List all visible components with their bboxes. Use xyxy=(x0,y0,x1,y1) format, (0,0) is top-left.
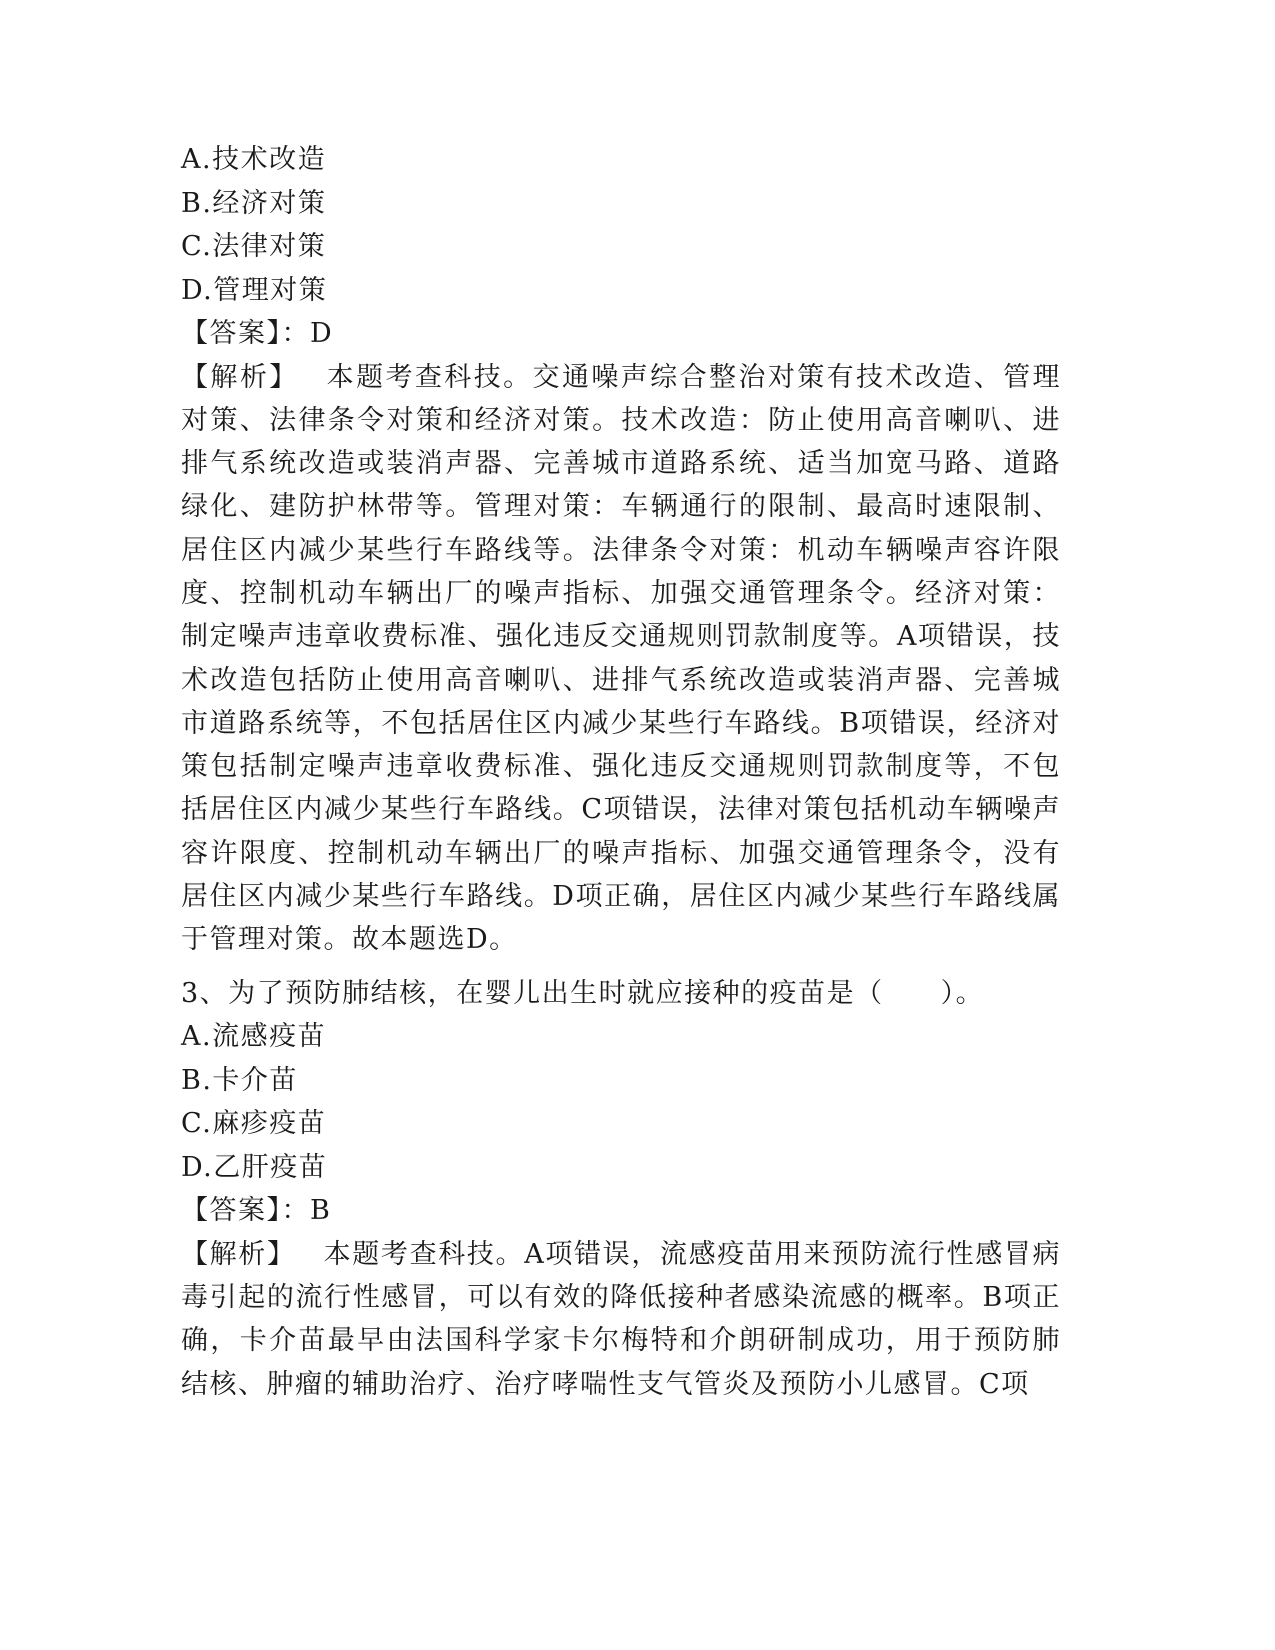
question-2-block xyxy=(181,138,1061,962)
analysis-text: 本题考查科技。交通噪声综合整治对策有技术改造、管理对策、法律条令对策和经济对策。技术改造：防止使用高音喇叭、进排气系统改造或装消声器、完善城市道路系统、适当加宽马路、道路绿化、建防护林带等。管理对策：车辆通行的限制、最高时速限制、居住区内减少某些行车路线等。法律条令对策：机动车辆噪声容许限度、控制机动车辆出厂的噪声指标、加强交通管理条令。经济对策：制定噪声违章收费标准、强化违反交通规则罚款制度等。A项错误，技术改造包括防止使用高音喇叭、进排气系统改造或装消声器、完善城市道路系统等，不包括居住区内减少某些行车路线。B项错误，经济对策包括制定噪声违章收费标准、强化违反交通规则罚款制度等，不包括居住区内减少某些行车路线。C项错误，法律对策包括机动车辆噪声容许限度、控制机动车辆出厂的噪声指标、加强交通管理条令，没有居住区内减少某些行车路线。D项正确，居住区内减少某些行车路线属于管理对策。故本题选D。 xyxy=(181,361,1062,956)
analysis-paragraph xyxy=(181,1233,1061,1406)
option-b: B.经济对策 xyxy=(181,187,327,219)
analysis-tag: 【解析】 xyxy=(181,361,299,393)
analysis-tag: 【解析】 xyxy=(181,1238,296,1270)
document-page xyxy=(181,138,1061,1406)
question-text: 3、为了预防肺结核，在婴儿出生时就应接种的疫苗是（ ）。 xyxy=(181,977,985,1009)
option-b: B.卡介苗 xyxy=(181,1064,298,1096)
answer-line: 【答案】：B xyxy=(181,1195,332,1227)
option-a: A.流感疫苗 xyxy=(181,1021,327,1053)
question-3-block xyxy=(181,972,1061,1406)
answer-line: 【答案】：D xyxy=(181,318,334,349)
option-c: C.法律对策 xyxy=(181,231,327,262)
analysis-paragraph xyxy=(181,356,1061,962)
section-gap xyxy=(181,962,1061,972)
option-a: A.技术改造 xyxy=(181,144,327,175)
option-d: D.乙肝疫苗 xyxy=(181,1151,328,1183)
option-c: C.麻疹疫苗 xyxy=(181,1108,327,1140)
analysis-text: 本题考查科技。A项错误，流感疫苗用来预防流行性感冒病毒引起的流行性感冒，可以有效的降低接种者感染流感的概率。B项正确，卡介苗最早由法国科学家卡尔梅特和介朗研制成功，用于预防肺结核、肿瘤的辅助治疗、治疗哮喘性支气管炎及预防小儿感冒。C项 xyxy=(181,1238,1062,1400)
option-d: D.管理对策 xyxy=(181,274,328,306)
